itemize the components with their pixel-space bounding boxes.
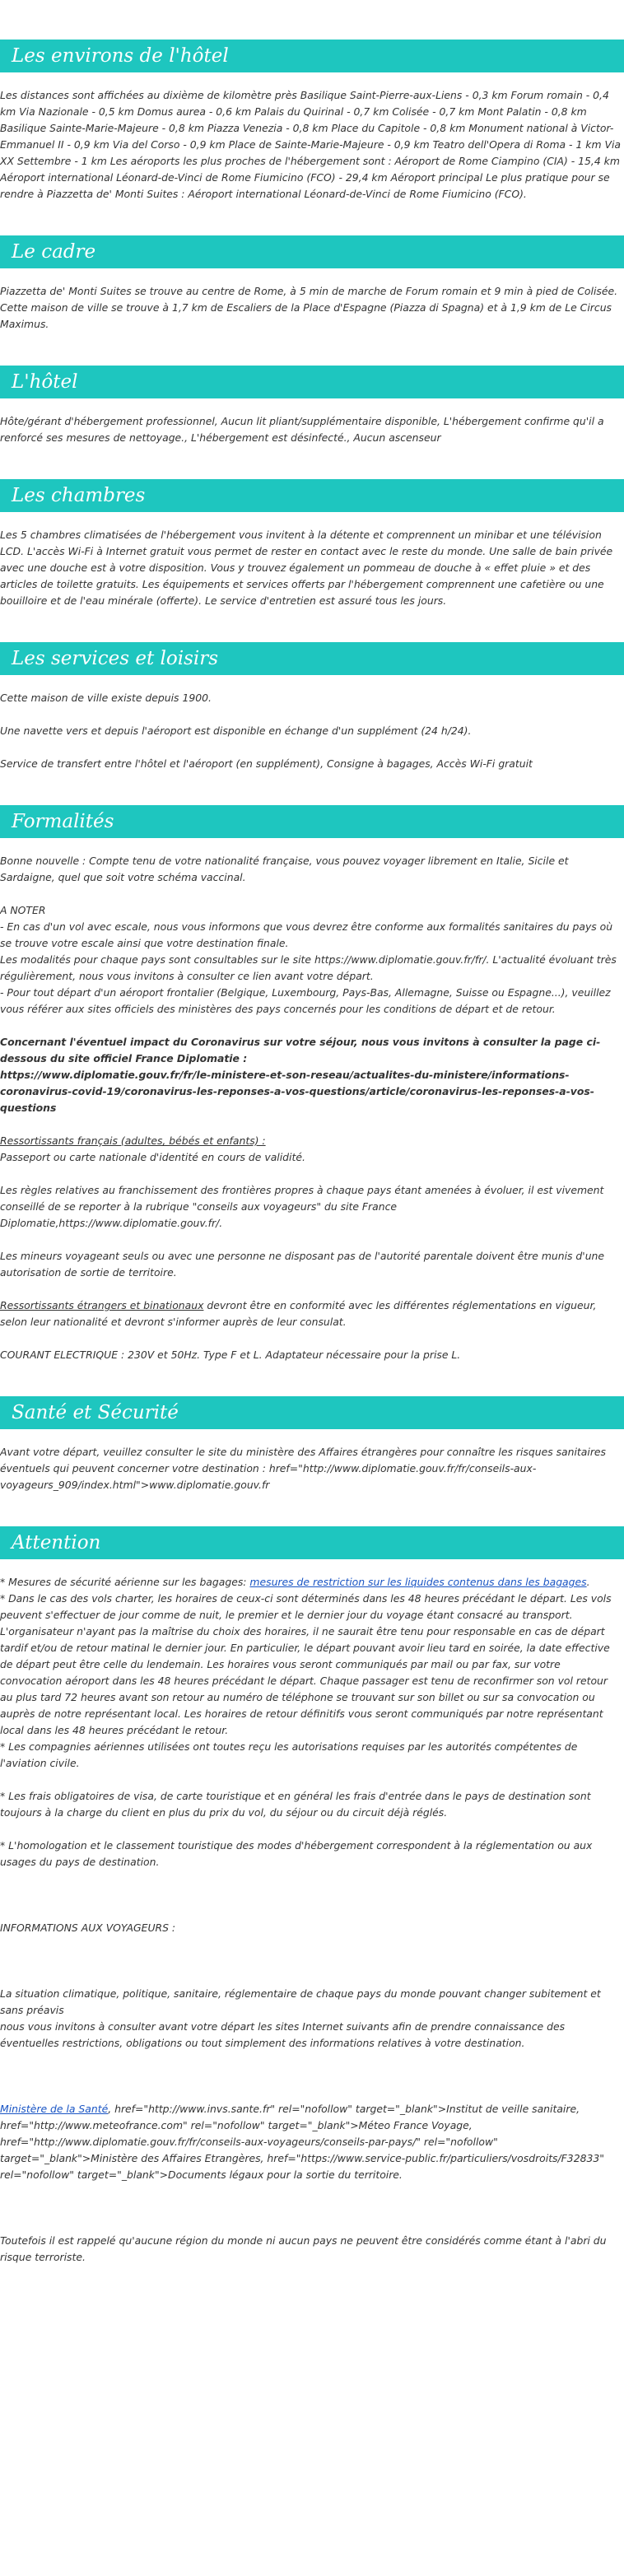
- formalites-coronavirus-url[interactable]: https://www.diplomatie.gouv.fr/fr/le-ministere-et-son-reseau/actualites-du-ministere/informations-coronavirus-covid-19/coronavirus-les-reponses-a-vos-questions/article/coronavirus-les-reponses-a-vos-questions: [0, 1069, 594, 1114]
- formalites-border-rules: Les règles relatives au franchissement des frontières propres à chaque pays étant amenées à évoluer, il est vivement conseillé de se reporter à la rubrique "conseils aux voyageurs" du site France Diplomatie,https://www.diplomatie.gouv.fr/.: [0, 1184, 604, 1229]
- attention-luggage-text: * Mesures de sécurité aérienne sur les bagages:: [0, 1576, 250, 1588]
- attention-visa-fees: * Les frais obligatoires de visa, de carte touristique et en général les frais d'entrée dans le pays de destination sont toujours à la charge du client en plus du prix du vol, du séjour ou du circuit déjà réglés.: [0, 1790, 591, 1819]
- formalites-passport: Passeport ou carte nationale d'identité en cours de validité.: [0, 1151, 305, 1163]
- formalites-electric: COURANT ELECTRIQUE : 230V et 50Hz. Type F et L. Adaptateur nécessaire pour la prise L.: [0, 1349, 461, 1361]
- attention-links: [0, 2101, 622, 2183]
- formalites-modalities: Les modalités pour chaque pays sont consultables sur le site https://www.diplomatie.gouv.fr/fr/. L'actualité évoluant très régulièrement, nous vous invitons à consulter ce lien avant votre départ.: [0, 953, 617, 982]
- attention-consult: nous vous invitons à consulter avant votre départ les sites Internet suivants afin de prendre connaissance des éventuelles restrictions, obligations ou tout simplement des informations relatives à votre destination.: [0, 2020, 566, 2049]
- cadre-text: Piazzetta de' Monti Suites se trouve au centre de Rome, à 5 min de marche de Forum romain et 9 min à pied de Colisée. Cette maison de ville se trouve à 1,7 km de Escaliers de la Place d'Espagne (Piazza di Spagna) et à 1,9 km de Le Circus Maximus.: [0, 285, 618, 330]
- attention-luggage-end: .: [586, 1576, 590, 1588]
- formalites-note-heading: A NOTER: [0, 904, 46, 916]
- section-title-services: Les services et loisirs: [0, 642, 624, 675]
- section-cadre: [0, 235, 624, 333]
- section-environs: [0, 40, 624, 203]
- formalites-coronavirus: Concernant l'éventuel impact du Coronavirus sur votre séjour, nous vous invitons à consulter la page ci-dessous du site officiel France Diplomatie :: [0, 1036, 601, 1064]
- formalites-minors: Les mineurs voyageant seuls ou avec une personne ne disposant pas de l'autorité parentale doivent être munis d'une autorisation de sortie de territoire.: [0, 1250, 605, 1279]
- section-title-hotel: L'hôtel: [0, 366, 624, 398]
- hotel-text: Hôte/gérant d'hébergement professionnel, Aucun lit pliant/supplémentaire disponible, L'hébergement confirme qu'il a renforcé ses mesures de nettoyage., L'hébergement est désinfecté., Aucun ascenseur: [0, 415, 604, 444]
- attention-airlines: * Les compagnies aériennes utilisées ont toutes reçu les autorisations requises par les autorités compétentes de l'aviation civile.: [0, 1740, 578, 1769]
- attention-info-heading: INFORMATIONS AUX VOYAGEURS :: [0, 1922, 176, 1934]
- services-list: Service de transfert entre l'hôtel et l'aéroport (en supplément), Consigne à bagages, Accès Wi-Fi gratuit: [0, 757, 533, 770]
- section-sante: [0, 1396, 624, 1493]
- formalites-french-nationals: Ressortissants français (adultes, bébés et enfants) :: [0, 1134, 266, 1147]
- chambres-text: Les 5 chambres climatisées de l'hébergement vous invitent à la détente et comprennent un minibar et une télévision LCD. L'accès Wi-Fi à Internet gratuit vous permet de rester en contact avec le reste du monde. Une salle de bain privée avec une douche est à votre disposition. Vous y trouvez également un pommeau de douche à « effet pluie » et des articles de toilette gratuits. Les équipements et services offerts par l'hébergement comprennent une cafetière ou une bouilloire et de l'eau minérale (offerte). Le service d'entretien est assuré tous les jours.: [0, 529, 613, 607]
- ministere-sante-link[interactable]: Ministère de la Santé: [0, 2103, 109, 2115]
- section-services: [0, 642, 624, 772]
- section-hotel: [0, 366, 624, 446]
- section-title-formalites: Formalités: [0, 805, 624, 838]
- formalites-foreigners-label: Ressortissants étrangers et binationaux: [0, 1299, 204, 1311]
- formalites-border-airport: - Pour tout départ d'un aéroport frontalier (Belgique, Luxembourg, Pays-Bas, Allemagne, Suisse ou Espagne...), veuillez vous référer aux sites officiels des ministères des pays concernés pour les conditions de départ et de retour.: [0, 986, 611, 1015]
- services-shuttle: Une navette vers et depuis l'aéroport est disponible en échange d'un supplément (24 h/24).: [0, 724, 472, 737]
- attention-homologation: * L'homologation et le classement touristique des modes d'hébergement correspondent à la réglementation ou aux usages du pays de destination.: [0, 1839, 593, 1868]
- formalites-good-news: Bonne nouvelle : Compte tenu de votre nationalité française, vous pouvez voyager librement en Italie, Sicile et Sardaigne, quel que soit votre schéma vaccinal.: [0, 855, 569, 883]
- formalites-foreigners: [0, 1297, 622, 1330]
- section-attention: [0, 1526, 624, 2266]
- formalites-stopover: - En cas d'un vol avec escale, nous vous informons que vous devrez être conforme aux formalités sanitaires du pays où se trouve votre escale ainsi que votre destination finale.: [0, 920, 613, 949]
- section-title-chambres: Les chambres: [0, 479, 624, 512]
- section-title-attention: Attention: [0, 1526, 624, 1559]
- attention-links-text: , href="http://www.invs.sante.fr" rel="nofollow" target="_blank">Institut de veille sanitaire, href="http://www.meteofrance.com" rel="nofollow" target="_blank">Méteo France Voyage, href="http://www.diplomatie.gouv.fr/fr/conseils-aux-voyageurs/conseils-par-pays/" rel="nofollow" target="_blank">Ministère des Affaires Etrangères, href="https://www.service-public.fr/particuliers/vosdroits/F32833" rel="nofollow" target="_blank">Documents légaux pour la sortie du territoire.: [0, 2103, 604, 2181]
- environs-text: Les distances sont affichées au dixième de kilomètre près Basilique Saint-Pierre-aux-Liens - 0,3 km Forum romain - 0,4 km Via Nazionale - 0,5 km Domus aurea - 0,6 km Palais du Quirinal - 0,7 km Colisée - 0,7 km Mont Palatin - 0,8 km Basilique Sainte-Marie-Majeure - 0,8 km Piazza Venezia - 0,8 km Place du Capitole - 0,8 km Monument national à Victor-Emmanuel II - 0,9 km Via del Corso - 0,9 km Place de Sainte-Marie-Majeure - 0,9 km Teatro dell'Opera di Roma - 1 km Via XX Settembre - 1 km Les aéroports les plus proches de l'hébergement sont : Aéroport de Rome Ciampino (CIA) - 15,4 km Aéroport international Léonard-de-Vinci de Rome Fiumicino (FCO) - 29,4 km Aéroport principal Le plus pratique pour se rendre à Piazzetta de' Monti Suites : Aéroport international Léonard-de-Vinci de Rome Fiumicino (FCO).: [0, 89, 621, 200]
- services-history: Cette maison de ville existe depuis 1900.: [0, 692, 212, 704]
- page: [0, 40, 624, 2299]
- section-title-environs: Les environs de l'hôtel: [0, 40, 624, 72]
- sante-text: Avant votre départ, veuillez consulter le site du ministère des Affaires étrangères pour connaître les risques sanitaires éventuels qui peuvent concerner votre destination : href="http://www.diplomatie.gouv.fr/fr/conseils-aux-voyageurs_909/index.html">www.diplomatie.gouv.fr: [0, 1446, 606, 1491]
- attention-luggage: [0, 1574, 622, 1591]
- section-title-cadre: Le cadre: [0, 235, 624, 268]
- section-formalites: [0, 805, 624, 1363]
- formalites-foreigners-text: devront être en conformité avec les différentes réglementations en vigueur, selon leur nationalité et devront s'informer auprès de leur consulat.: [0, 1299, 597, 1328]
- section-title-sante: Santé et Sécurité: [0, 1396, 624, 1429]
- section-chambres: [0, 479, 624, 609]
- attention-terrorism: Toutefois il est rappelé qu'aucune région du monde ni aucun pays ne peuvent être considérés comme étant à l'abri du risque terroriste.: [0, 2234, 607, 2263]
- attention-charter: * Dans le cas des vols charter, les horaires de ceux-ci sont déterminés dans les 48 heures précédant le départ. Les vols peuvent s'effectuer de jour comme de nuit, le premier et le dernier jour du voyage étant consacré au transport. L'organisateur n'ayant pas la maîtrise du choix des horaires, il ne saurait être tenu pour responsable en cas de départ tardif et/ou de retour matinal le dernier jour. En particulier, le départ pouvant avoir lieu tard en soirée, la date effective de départ peut être celle du lendemain. Les horaires vous seront communiqués par mail ou par fax, sur votre convocation aéroport dans les 48 heures précédant le départ. Chaque passager est tenu de reconfirmer son vol retour au plus tard 72 heures avant son retour au numéro de téléphone se trouvant sur son billet ou sur sa convocation ou auprès de notre représentant local. Les horaires de retour définitifs vous seront communiqués par notre représentant local dans les 48 heures précédant le retour.: [0, 1592, 612, 1736]
- liquids-restriction-link[interactable]: mesures de restriction sur les liquides contenus dans les bagages: [249, 1576, 587, 1588]
- attention-situation: La situation climatique, politique, sanitaire, réglementaire de chaque pays du monde pouvant changer subitement et sans préavis: [0, 1987, 601, 2016]
